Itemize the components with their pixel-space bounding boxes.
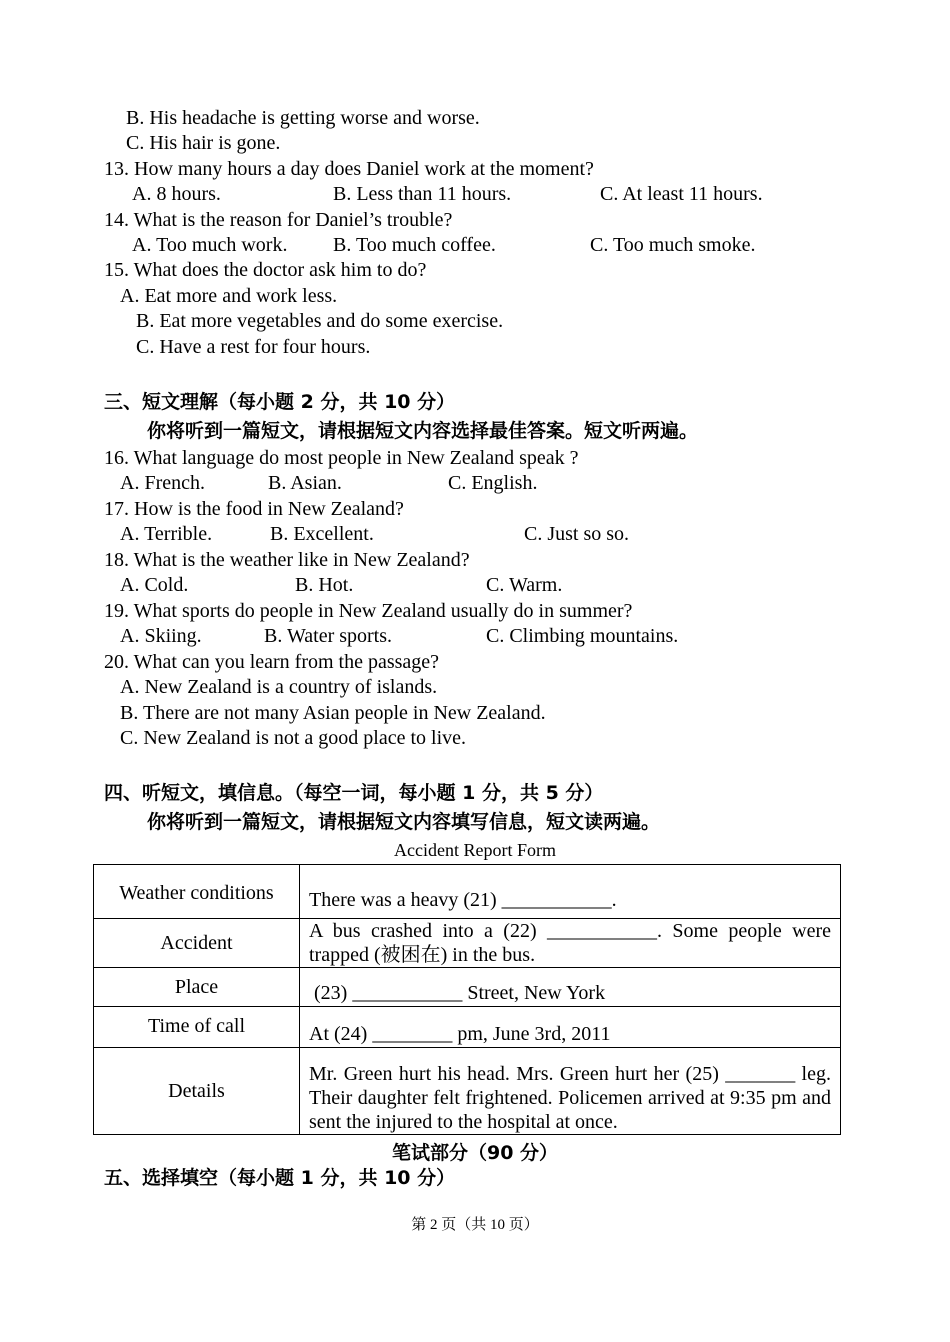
option-14b: B. Too much coffee. xyxy=(333,234,496,256)
option-14c: C. Too much smoke. xyxy=(590,234,756,256)
section-4-instruction: 你将听到一篇短文，请根据短文内容填写信息，短文读两遍。 xyxy=(147,811,661,833)
option-15a: A. Eat more and work less. xyxy=(120,285,338,307)
question-18: 18. What is the weather like in New Zealand? xyxy=(104,549,470,571)
page-footer: 第 2 页（共 10 页） xyxy=(411,1217,539,1233)
option-20c: C. New Zealand is not a good place to live. xyxy=(120,727,467,749)
option-16b: B. Asian. xyxy=(268,472,342,494)
section-3-instruction: 你将听到一篇短文，请根据短文内容选择最佳答案。短文听两遍。 xyxy=(147,420,699,442)
question-16: 16. What language do most people in New Zealand speak ? xyxy=(104,447,579,469)
form-label-place: Place xyxy=(94,968,300,1007)
form-value-time: At (24) ________ pm, June 3rd, 2011 xyxy=(300,1007,841,1048)
option-16c: C. English. xyxy=(448,472,538,494)
option-15c: C. Have a rest for four hours. xyxy=(136,336,371,358)
form-label-time: Time of call xyxy=(94,1007,300,1048)
form-label-details: Details xyxy=(94,1048,300,1135)
option-18c: C. Warm. xyxy=(486,574,563,596)
table-row xyxy=(94,1007,841,1048)
option-19a: A. Skiing. xyxy=(120,625,202,647)
table-row xyxy=(94,865,841,919)
table-row xyxy=(94,1048,841,1135)
form-value-weather: There was a heavy (21) ___________. xyxy=(300,865,841,919)
option-18a: A. Cold. xyxy=(120,574,189,596)
option-15b: B. Eat more vegetables and do some exercise. xyxy=(136,310,504,332)
option-19b: B. Water sports. xyxy=(264,625,393,647)
form-value-accident: A bus crashed into a (22) ___________. Some people were trapped (被困在) in the bus. xyxy=(300,919,841,968)
question-17: 17. How is the food in New Zealand? xyxy=(104,498,404,520)
option-12c: C. His hair is gone. xyxy=(126,132,281,154)
question-14: 14. What is the reason for Daniel’s trouble? xyxy=(104,209,453,231)
option-17a: A. Terrible. xyxy=(120,523,213,545)
option-12b: B. His headache is getting worse and worse. xyxy=(126,107,480,129)
table-row xyxy=(94,919,841,968)
question-13: 13. How many hours a day does Daniel work at the moment? xyxy=(104,158,594,180)
written-part-heading: 笔试部分（90 分） xyxy=(391,1142,559,1164)
option-19c: C. Climbing mountains. xyxy=(486,625,679,647)
option-13a: A. 8 hours. xyxy=(132,183,221,205)
section-5-title: 五、选择填空（每小题 1 分，共 10 分） xyxy=(104,1167,456,1189)
option-14a: A. Too much work. xyxy=(132,234,288,256)
question-19: 19. What sports do people in New Zealand usually do in summer? xyxy=(104,600,633,622)
table-row xyxy=(94,968,841,1007)
form-value-details: Mr. Green hurt his head. Mrs. Green hurt her (25) _______ leg. Their daughter felt frightened. Policemen arrived at 9:35 pm and sent the injured to the hospital at once. xyxy=(300,1048,841,1135)
option-20b: B. There are not many Asian people in New Zealand. xyxy=(120,702,546,724)
section-3-title: 三、短文理解（每小题 2 分，共 10 分） xyxy=(104,391,456,413)
form-title: Accident Report Form xyxy=(394,840,556,860)
option-17b: B. Excellent. xyxy=(270,523,374,545)
form-label-accident: Accident xyxy=(94,919,300,968)
question-20: 20. What can you learn from the passage? xyxy=(104,651,440,673)
section-4-title: 四、听短文，填信息。（每空一词，每小题 1 分，共 5 分） xyxy=(104,782,604,804)
option-20a: A. New Zealand is a country of islands. xyxy=(120,676,438,698)
question-15: 15. What does the doctor ask him to do? xyxy=(104,259,427,281)
form-label-weather: Weather conditions xyxy=(94,865,300,919)
option-17c: C. Just so so. xyxy=(524,523,630,545)
option-18b: B. Hot. xyxy=(295,574,354,596)
accident-report-form xyxy=(93,864,841,1135)
option-13c: C. At least 11 hours. xyxy=(600,183,763,205)
option-16a: A. French. xyxy=(120,472,205,494)
form-value-place: (23) ___________ Street, New York xyxy=(300,968,841,1007)
option-13b: B. Less than 11 hours. xyxy=(333,183,512,205)
